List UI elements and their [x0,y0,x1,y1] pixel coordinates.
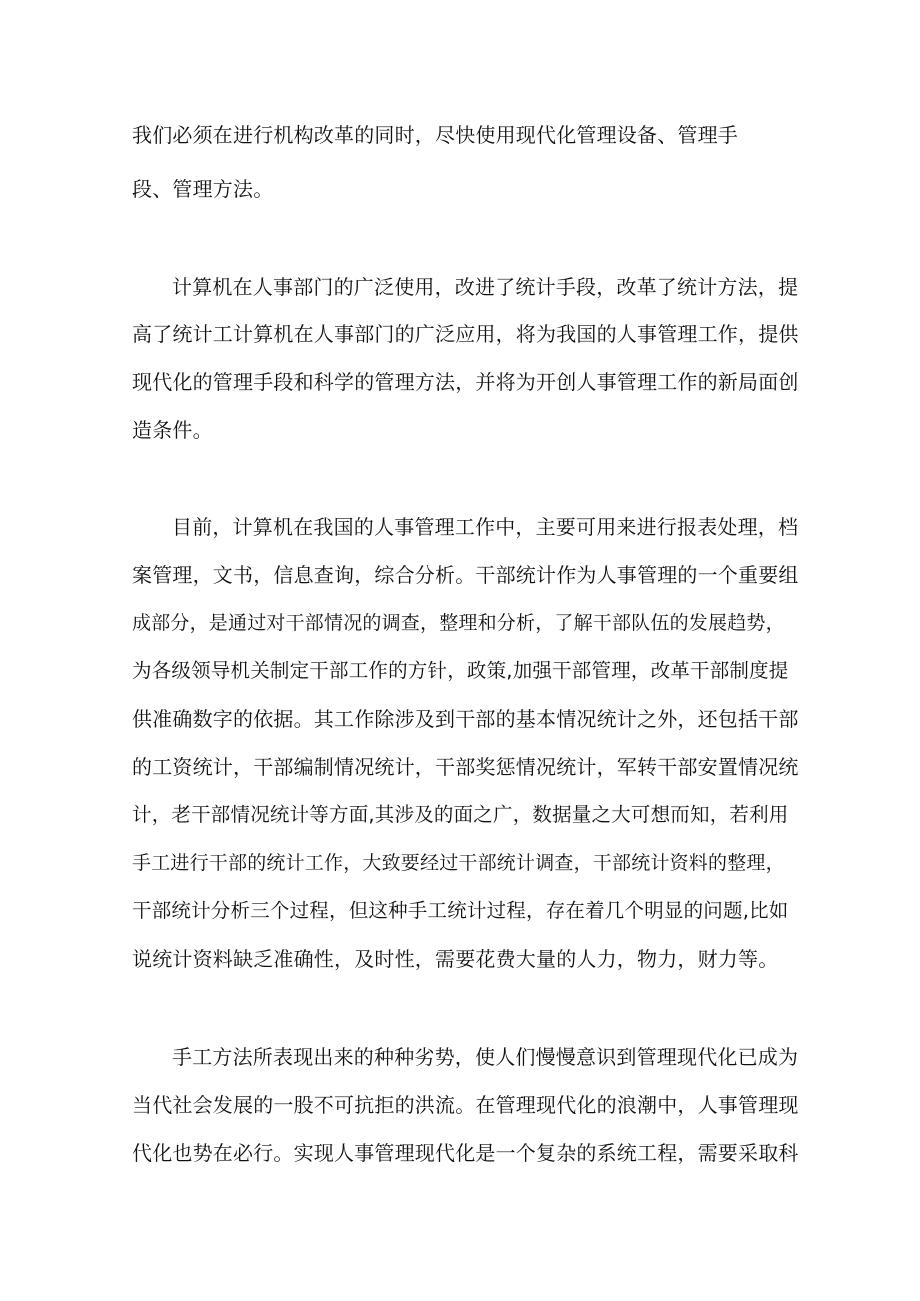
paragraph-2-line-1: 计算机在人事部门的广泛使用，改进了统计手段，改革了统计方法，提 [172,275,799,299]
paragraph-3-line-6: 的工资统计，干部编制情况统计，干部奖惩情况统计，军转干部安置情况统 [132,755,799,779]
paragraph-3-line-5: 供准确数字的依据。其工作除涉及到干部的基本情况统计之外，还包括干部 [132,707,799,731]
paragraph-3-line-3: 成部分，是通过对干部情况的调查，整理和分析，了解干部队伍的发展趋势， [132,612,785,634]
paragraph-2-line-3: 现代化的管理手段和科学的管理方法，并将为开创人事管理工作的新局面创 [132,370,799,394]
paragraph-3-line-9: 干部统计分析三个过程，但这种手工统计过程，存在着几个明显的问题,比如 [132,899,789,922]
paragraph-3-line-8: 手工进行干部的统计工作，大致要经过干部统计调查，干部统计资料的整理， [132,852,785,874]
paragraph-1-line-1: 我们必须在进行机构改革的同时，尽快使用现代化管理设备、管理手 [132,123,738,147]
paragraph-3-line-10: 说统计资料缺乏准确性，及时性，需要花费大量的人力，物力，财力等。 [132,947,779,971]
paragraph-3-line-4: 为各级领导机关制定干部工作的方针，政策,加强干部管理，改革干部制度提 [132,659,789,682]
paragraph-2-line-2: 高了统计工计算机在人事部门的广泛应用，将为我国的人事管理工作，提供 [132,322,799,346]
paragraph-1-line-2: 段、管理方法。 [132,177,274,201]
paragraph-4-line-2: 当代社会发展的一股不可抗拒的洪流。在管理现代化的浪潮中，人事管理现 [132,1093,799,1117]
paragraph-3-line-1: 目前，计算机在我国的人事管理工作中，主要可用来进行报表处理，档 [172,515,799,539]
paragraph-3-line-7: 计，老干部情况统计等方面,其涉及的面之广，数据量之大可想而知，若利用 [132,803,789,826]
paragraph-3-line-2: 案管理，文书，信息查询，综合分析。干部统计作为人事管理的一个重要组 [132,563,799,587]
paragraph-2-line-4: 造条件。 [132,418,213,442]
paragraph-4-line-3: 代化也势在必行。实现人事管理现代化是一个复杂的系统工程，需要采取科 [132,1141,799,1165]
paragraph-4-line-1: 手工方法所表现出来的种种劣势，使人们慢慢意识到管理现代化已成为 [172,1045,799,1069]
